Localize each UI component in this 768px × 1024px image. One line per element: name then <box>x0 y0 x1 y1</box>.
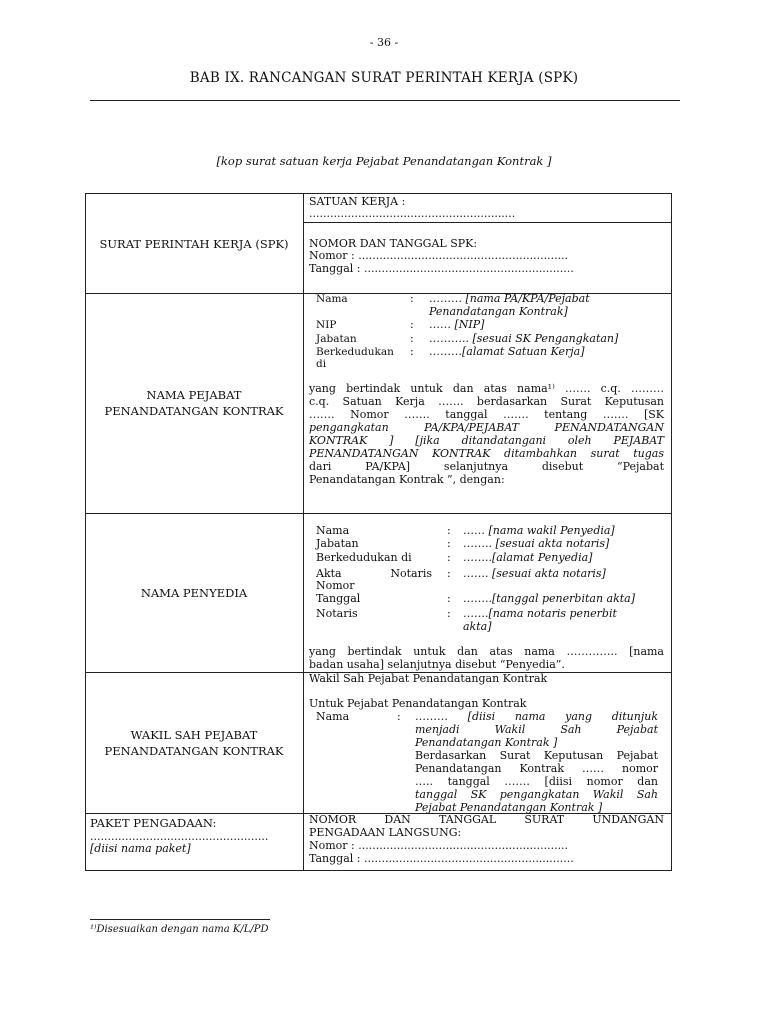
penyedia-akta-value: ……. [sesuai akta notaris] <box>463 567 606 580</box>
footnote: ¹⁾Disesuaikan dengan nama K/L/PD <box>90 924 269 935</box>
wakil-label <box>86 727 302 759</box>
pejabat-label-line: PENANDATANGAN KONTRAK <box>104 404 284 418</box>
paragraph-line: yang bertindak untuk dan atas nama ………….. [nama <box>309 645 664 658</box>
penyedia-tanggal-value: ……..[tanggal penerbitan akta] <box>463 592 636 605</box>
undangan-nomor-field: Nomor : ............................................................ <box>309 839 569 852</box>
wakil-nama-colon: : <box>397 710 401 723</box>
wakil-line: Penandatangan Kontrak ] <box>415 736 558 749</box>
spk-tanggal-field: Tanggal : ............................................................ <box>309 262 574 275</box>
penyedia-notaris-value-cont: akta] <box>463 620 492 633</box>
paragraph-line: pengangkatan PA/KPA/PEJABAT PENANDATANGAN <box>309 421 664 434</box>
penyedia-nama-value: …… [nama wakil Penyedia] <box>463 524 615 537</box>
pejabat-nama-value: ……… [nama PA/KPA/Pejabat <box>429 292 590 305</box>
pejabat-nip-colon: : <box>410 318 414 331</box>
undangan-tanggal-field: Tanggal : ............................................................ <box>309 852 574 865</box>
paket-note: [diisi nama paket] <box>90 842 191 855</box>
undangan-heading: NOMOR DAN TANGGAL SURAT UNDANGAN <box>309 813 664 826</box>
wakil-label-line: PENANDATANGAN KONTRAK <box>104 744 284 758</box>
penyedia-akta-colon: : <box>447 567 451 580</box>
wakil-label-line: WAKIL SAH PEJABAT <box>130 728 258 742</box>
table-left-border <box>85 193 86 870</box>
chapter-title: BAB IX. RANCANGAN SURAT PERINTAH KERJA (SPK) <box>189 70 579 86</box>
pejabat-nip-value: …… [NIP] <box>429 318 485 331</box>
letterhead-note: [kop surat satuan kerja Pejabat Penandatangan Kontrak ] <box>216 154 552 168</box>
penyedia-notaris-label: Notaris <box>316 607 358 620</box>
penyedia-notaris-colon: : <box>447 607 451 620</box>
page-number: - 36 - <box>369 36 399 49</box>
table-column-divider <box>303 193 304 870</box>
penyedia-akta-label: Akta Notaris <box>316 567 432 580</box>
pejabat-jabatan-value: ……….. [sesuai SK Pengangkatan] <box>429 332 619 345</box>
penyedia-jabatan-label: Jabatan <box>316 537 359 550</box>
paragraph-line: badan usaha] selanjutnya disebut “Penyedia”. <box>309 658 565 671</box>
wakil-line: Pejabat Penandatangan Kontrak ] <box>415 801 603 814</box>
wakil-subheading: Untuk Pejabat Penandatangan Kontrak <box>309 697 527 710</box>
paragraph-line: yang bertindak untuk dan atas nama¹⁾ ……. c.q. ……… <box>309 382 664 395</box>
pejabat-nip-label: NIP <box>316 319 337 331</box>
wakil-nama-label: Nama <box>316 710 350 723</box>
spk-label: SURAT PERINTAH KERJA (SPK) <box>99 237 289 251</box>
paragraph-line: dari PA/KPA] selanjutnya disebut “Pejabat <box>309 460 664 473</box>
wakil-line: Penandatangan Kontrak …… nomor <box>415 762 658 775</box>
pejabat-nama-colon: : <box>410 292 414 305</box>
paket-field: ................................................... <box>90 830 269 843</box>
footnote-divider <box>90 919 270 920</box>
paragraph-line: c.q. Satuan Kerja ……. berdasarkan Surat Keputusan <box>309 395 664 408</box>
spk-nomor-field: Nomor : ............................................................ <box>309 249 569 262</box>
pejabat-label <box>86 387 302 419</box>
paragraph-line: KONTRAK ] [jika ditandatangani oleh PEJABAT <box>309 434 664 447</box>
penyedia-kedudukan-label: Berkedudukan di <box>316 551 412 564</box>
penyedia-nama-label: Nama <box>316 524 350 537</box>
penyedia-label: NAMA PENYEDIA <box>140 586 248 600</box>
paragraph-line: PENANDATANGAN KONTRAK ditambahkan surat tugas <box>309 447 664 460</box>
table-rule <box>303 222 672 223</box>
wakil-line: ….. tanggal ……. [diisi nomor dan <box>415 775 658 788</box>
pejabat-jabatan-colon: : <box>410 332 414 345</box>
pejabat-kedudukan-colon: : <box>410 345 414 358</box>
penyedia-nama-colon: : <box>447 524 451 537</box>
table-rule <box>85 513 672 514</box>
wakil-line: ……… [diisi nama yang ditunjuk <box>415 710 658 723</box>
penyedia-tanggal-colon: : <box>447 592 451 605</box>
penyedia-kedudukan-value: ……..[alamat Penyedia] <box>463 551 593 564</box>
pejabat-kedudukan-label: Berkedudukan <box>316 346 394 358</box>
penyedia-kedudukan-colon: : <box>447 551 451 564</box>
wakil-line: menjadi Wakil Sah Pejabat <box>415 723 658 736</box>
penyedia-jabatan-value: …….. [sesuai akta notaris] <box>463 537 610 550</box>
pejabat-kedudukan-label-cont: di <box>316 358 327 370</box>
satuan-kerja-label: SATUAN KERJA : <box>309 195 406 208</box>
penyedia-notaris-value: …….[nama notaris penerbit <box>463 607 617 620</box>
title-divider <box>90 100 680 101</box>
penyedia-tanggal-label: Tanggal <box>316 592 361 605</box>
satuan-kerja-field: ........................................................... <box>309 207 516 220</box>
table-top-border <box>85 193 672 194</box>
pejabat-jabatan-label: Jabatan <box>316 333 357 345</box>
paragraph-line: Penandatangan Kontrak ”, dengan: <box>309 473 505 486</box>
pejabat-nama-label: Nama <box>316 293 348 305</box>
table-bottom-border <box>85 870 672 871</box>
spk-number-date-heading: NOMOR DAN TANGGAL SPK: <box>309 237 478 250</box>
pejabat-label-line: NAMA PEJABAT <box>146 388 242 402</box>
paket-label: PAKET PENGADAAN: <box>90 816 217 830</box>
penyedia-jabatan-colon: : <box>447 537 451 550</box>
pejabat-nama-value-cont: Penandatangan Kontrak] <box>429 305 568 318</box>
table-right-border <box>671 193 672 870</box>
paragraph-line: ……. Nomor ……. tanggal ……. tentang ……. [SK <box>309 408 664 421</box>
wakil-line: tanggal SK pengangkatan Wakil Sah <box>415 788 658 801</box>
pejabat-kedudukan-value: ………[alamat Satuan Kerja] <box>429 345 585 358</box>
wakil-heading: Wakil Sah Pejabat Penandatangan Kontrak <box>309 672 548 685</box>
wakil-line: Berdasarkan Surat Keputusan Pejabat <box>415 749 658 762</box>
undangan-heading-cont: PENGADAAN LANGSUNG: <box>309 826 462 839</box>
penyedia-akta-label-cont: Nomor <box>316 579 355 592</box>
